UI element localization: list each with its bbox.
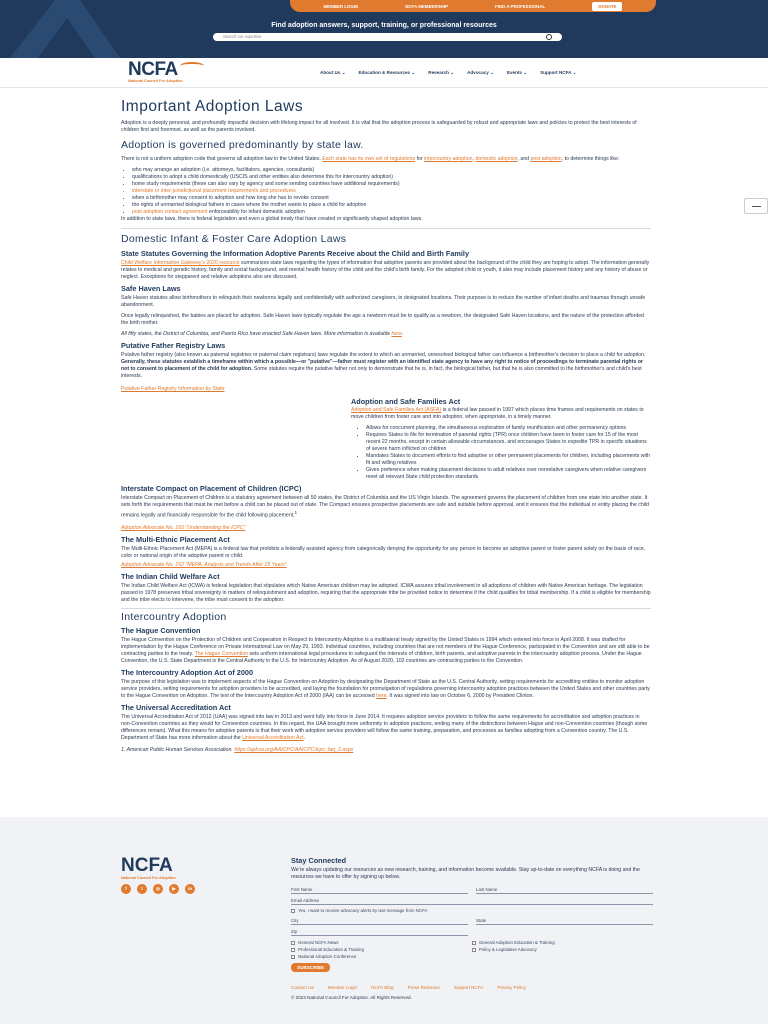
footer-link-blog[interactable]: NCFA Blog [371,985,394,990]
state-field[interactable]: State [476,916,653,925]
mepa-heading: The Multi-Ethnic Placement Act [121,534,230,544]
text-span: for [415,156,425,162]
footer-link-member-login[interactable]: Member Login [327,985,358,990]
list-item: • who may arrange an adoption (i.e. attorneys, facilitators, agencies, consultants) [132,167,651,174]
icpc-paragraph [121,495,651,520]
checkbox-label: General Adoption Education & Training [479,940,555,945]
checkbox-label: General NCFA News [298,940,339,945]
text-span: , to determine things like: [561,156,620,162]
uaa-paragraph: The Universal Accreditation Act of 2012 (UAA) was signed into law in 2013 and went fully into force in June 2014. It requires adoption service providers to follow the same requirements for accreditation and adoption practices in non-Convention countries as they would for Convention countries. In this regard, the UAA brought more uniformity to adoption practices, ending many of the distinctions between Hague and non-Convention countries (though some differences remain). What this means for adoptive parents is that their work with adoption service providers will follow the same training, preparation, and processes as families adopting from a Convention country. The U.S. Department of State has more information about the Universal Accreditation Act. [121,713,648,741]
checkbox-icon[interactable] [291,955,295,959]
top-banner [0,0,768,58]
mepa-paragraph: The Multi-Ethnic Placement Act (MEPA) is a federal law that prohibits a federally assisted agency from categorically denying the opportunity for any person to become an adoptive parent or foster parent solely on the basis of race, color or national origin of the adoptive parent or child. [121,545,646,559]
intercountry-adoption-link[interactable]: intercountry adoption [424,156,473,162]
footer-link-support[interactable]: Support NCFA [453,985,484,990]
facebook-icon[interactable]: f [121,884,131,894]
nav-events[interactable]: Events ⌄ [506,70,528,75]
logo-text: NCFA [121,855,173,876]
side-toggle-button[interactable] [744,198,768,214]
divider [121,608,651,609]
find-answers-text: Find adoption answers, support, training, or professional resources [271,22,497,29]
text-span: . It was signed into law on October 6, 2000 by President Clinton. [386,692,534,699]
intercountry-heading: Intercountry Adoption [121,610,227,623]
safe-haven-heading: Safe Haven Laws [121,284,181,293]
decorative-a-shape [0,0,140,58]
safe-haven-p2: Once legally relinquished, the babies are placed for adoption. Safe Haven laws typically regulate the age a newborn must be to qualify as a newborn, the designated Safe Haven locations, and the nature of the protection afforded the birth mother. [121,313,645,326]
search-input[interactable] [213,33,562,41]
city-field[interactable]: City [291,916,468,925]
footnote-link[interactable]: https://aphsa.org/AAICPC/AAICPC/icpc_faq_2.aspx [234,746,354,753]
logo-subtitle: National Council For Adoption [128,79,183,83]
checkbox-label: National Adoption Conference [298,954,357,959]
state-after-paragraph: In addition to state laws, there is federal legislation and even a global treaty that have created or significantly shaped adoption laws. [121,216,423,222]
nav-education-resources[interactable]: Education & Resources ⌄ [358,70,416,75]
footnote-ref[interactable]: 1 [294,510,298,515]
ncfa-logo[interactable] [128,60,183,84]
domestic-adoption-link[interactable]: domestic adoption [475,156,518,162]
list-item: • the rights of unmarried biological fathers in cases where the mother wants to place a child for adoption [132,202,651,209]
checkbox-icon[interactable] [472,948,476,952]
text-span: All fifty states, the District of Columbia, and Puerto Rico have enacted Safe Haven laws. More information is available [121,331,392,337]
sms-label: Yes, I want to receive advocacy alerts by text message from NCFA [298,908,428,913]
state-regulations-link[interactable]: Each state has its own set of regulations [322,156,416,162]
mepa-advocate-link[interactable]: Adoption Advocate No. 162 "MEPA: Analysis and Trends After 25 Years" [121,561,287,568]
footer-link-privacy[interactable]: Privacy Policy [497,985,526,990]
hague-convention-link[interactable]: The Hague Convention [194,650,248,657]
menu-line-icon [752,206,761,207]
stay-connected [291,856,653,881]
text-span: , and [517,156,531,162]
gateway-resource-link[interactable]: Child Welfare Information Gateway's 2020 resource [121,260,240,266]
utility-links [290,0,656,12]
icwa-paragraph: The Indian Child Welfare Act (ICWA) is federal legislation that stipulates which Native American children may be adopted. ICWA assures tribal involvement in all adoptions of children with Native American heritage. The legislation passed in 1978 preserves tribal sovereignty in matters of relinquishment and adoption, requiring that the appropriate tribe be provided notice to determine if the child qualifies for tribal membership. If a child is eligible for membership and the tribe elects to intervene, the tribe must consent to the adoption. [121,582,651,603]
statutes-heading: State Statutes Governing the Information Adoptive Parents Receive about the Child and Birth Family [121,249,470,258]
checkbox-icon[interactable] [291,948,295,952]
text-span: enforceability for infant domestic adoption [207,209,305,215]
checkbox-label: Professional Education & Training [298,947,364,952]
general-news-checkbox[interactable] [291,939,472,946]
text-span: summarizes state laws regarding the types of information that adoptive parents are provided about the background of the child they are hoping to adopt. The information generally relates to medical and genetic history, family and social background, and mental health history of the child and the child's birth family. For the adopted child or youth, it also may include placement history and any history of abuse or neglect. Exceptions for stepparent and relative adoptions also are discussed. [121,260,650,280]
nav-about-us[interactable]: About Us ⌄ [320,70,346,75]
list-item: • when a birthmother may consent to adoption and how long she has to revoke consent [132,195,651,202]
footnote [121,747,651,754]
divider [121,228,651,229]
checkbox-icon[interactable] [472,941,476,945]
ncfa-membership-link[interactable]: NCFA MEMBERSHIP [405,3,448,9]
policy-advocacy-checkbox[interactable] [472,946,653,953]
find-professional-link[interactable]: FIND A PROFESSIONAL [495,3,546,9]
signup-form [291,885,653,972]
state-law-paragraph [121,156,651,163]
putative-father-paragraph [121,352,651,380]
sms-checkbox[interactable] [291,907,653,914]
nav-research[interactable]: Research ⌄ [428,70,455,75]
interest-checkboxes [291,939,653,960]
search-placeholder: Search our expertise [223,34,262,39]
logo-text: NCFA [128,59,178,80]
zip-field[interactable]: Zip [291,927,468,936]
main-nav [320,69,576,76]
post-adoption-link[interactable]: post adoption [530,156,562,162]
statutes-paragraph [121,260,651,281]
footer-links [291,984,526,991]
icpc-link-row [121,525,651,532]
list-item: • Requires States to file for termination of parental rights (TPR) once children have been in foster care for 15 of the most recent 22 months, except in certain allowable circumstances, and encourages States to expedite TPR in specific situations of severe harm inflicted on children [366,432,651,453]
text-span: The purpose of this legislation was to implement aspects of the Hague Convention on Adoption by designating the Department of State as the U.S. Central Authority, setting requirements for accrediting entities to monitor adoption service providers, setting requirements for adoption providers to be accredited, and laying the foundation for promulgation of regulations governing intercountry adoption practices between the United States and other countries party to the Hague Convention on Adoption. The text of the Intercountry Adoption Act of 2000 (IAA) can be accessed [121,678,650,699]
state-law-heading: Adoption is governed predominantly by state law. [121,139,364,151]
asfa-block [351,397,651,481]
donate-button[interactable]: DONATE [592,2,622,11]
text-span: Interstate Compact on Placement of Children is a statutory agreement between all 50 states, the District of Columbia and the US Virgin Islands. The agreement governs the placement of children from one state into another state. It sets forth the requirements that must be met before a child can be placed out of state. The Compact ensures prospective placements are safe and suitable before approval, and it ensures that the individual or entity placing the child remains legally and financially responsible for the child following placement. [121,495,649,519]
footer-logo[interactable] [121,856,176,882]
social-links [121,884,195,894]
checkbox-icon[interactable] [291,941,295,945]
text-span: The Hague Convention on the Protection of Children and Cooperation in Respect to Intercountry Adoption is a multilateral treaty signed by the United States in 1994 which entered into force in April 2008. It was drafted for implementation by the Hague Conference on Private International Law on May 29, 1993. Individual countries, including countries that are not members of the Hague Conference, participated in the Convention and are still able to be contracting parties to the treaty. [121,636,650,657]
text-span: is a federal law passed in 1997 which places time frames and requirements on states to move children from foster care and into adoption, when appropriate, in a timely manner. [351,407,644,420]
list-item: • Allows for concurrent planning, the simultaneous exploration of family reunification and other permanency options [366,425,651,432]
icwa-heading: The Indian Child Welfare Act [121,571,220,581]
nav-advocacy[interactable]: Advocacy ⌄ [467,70,494,75]
safe-haven-p1: Safe Haven statutes allow birthmothers to relinquish their newborns legally and confidentially with authorized caregivers, in designated locations. Their purpose is to reduce the number of infant deaths and traumas through unsafe abandonment. [121,295,646,308]
hague-heading: The Hague Convention [121,625,201,635]
iaa-heading: The Intercountry Adoption Act of 2000 [121,667,254,677]
putative-father-heading: Putative Father Registry Laws [121,341,226,350]
checkbox-label: Policy & Legislative Advocacy [479,947,537,952]
stay-connected-text: We're always updating our resources as new research, training, and information become available. Stay up-to-date on everything NCFA is doing and the resources we have to offer by signing up below. [291,867,640,880]
list-item[interactable]: • interstate or inter-jurisdictional placement requirements and procedures [132,188,651,195]
uaa-heading: The Universal Accreditation Act [121,702,231,712]
text-span-bold: Generally, these statutes establish a timeframe within which a possible—or "putative"—father must register with an identified state agency to have any right to notice of proceedings to terminate parental rights or not to consent to placement of the child for adoption. [121,359,643,372]
uaa-link[interactable]: Universal Accreditation Act [242,734,304,741]
safe-haven-p3: All fifty states, the District of Columbia, and Puerto Rico have enacted Safe Haven laws. More information is available here. [121,331,404,337]
checkbox-icon[interactable] [291,909,295,913]
mepa-link-row [121,562,651,569]
asfa-list [351,425,651,481]
asfa-heading: Adoption and Safe Families Act [351,397,461,406]
copyright: © 2023 National Council For Adoption. All Rights Reserved. [291,995,412,1000]
last-name-field[interactable]: Last Name [476,885,653,894]
linkedin-icon[interactable]: in [185,884,195,894]
icpc-advocate-link[interactable]: Adoption Advocate No. 165 "Understanding the ICPC" [121,524,246,531]
list-item: • qualifications to adopt a child domestically (USCIS and other entities also determine this for intercountry adoption) [132,174,651,181]
putative-father-registry-link[interactable]: Putative Father Registry Information by State [121,386,225,392]
iaa-paragraph [121,679,651,700]
national-conference-checkbox[interactable] [291,953,472,960]
putative-father-link-row [121,386,651,393]
instagram-icon[interactable]: ◎ [153,884,163,894]
nav-support-ncfa[interactable]: Support NCFA ⌄ [540,70,577,75]
email-field[interactable]: Email Address [291,896,653,905]
member-login-link[interactable]: MEMBER LOGIN [323,3,359,9]
domestic-heading: Domestic Infant & Foster Care Adoption Laws [121,233,347,245]
youtube-icon[interactable]: ▶ [169,884,179,894]
footer-link-contact[interactable]: Contact Us [291,985,314,990]
logo-subtitle: National Council For Adoption [121,876,176,880]
list-item: • Mandates States to document efforts to find adoptive or other permanent placements for children, including placements with fit and willing relatives [366,453,651,467]
footer-link-press[interactable]: Press Releases [407,985,440,990]
subscribe-button[interactable]: SUBSCRIBE [291,963,330,972]
state-law-list [121,167,651,216]
twitter-icon[interactable]: t [137,884,147,894]
hague-paragraph [121,637,651,665]
list-item [132,209,651,216]
text-span: , [472,156,476,162]
list-item: • Gives preference when making placement decisions to adult relatives over nonrelative caregivers when relative caregivers meet all relevant State child protection standards [366,467,651,481]
asfa-link[interactable]: Adoption and Safe Families Act (ASFA) [351,407,442,413]
iaa-here-link[interactable]: here [376,692,387,699]
text-span: There is not a uniform adoption code that governs all adoption law in the United States. [121,156,323,162]
main-content [121,98,651,754]
text-span: The Universal Accreditation Act of 2012 (UAA) was signed into law in 2013 and went fully into force in June 2014. It requires adoption service providers to follow the same requirements for accreditation and adoption practices in non-Convention countries as they would for Convention countries. In this regard, the UAA brought more uniformity to adoption practices, ending many of the distinctions between Hague and non-Convention countries (though some differences remain). What this means for adoptive parents is that their work with adoption service providers will follow the same training, preparation, and processes as families adopting from a Convention country. The U.S. Department of State has more information about the [121,713,648,741]
icpc-heading: Interstate Compact on Placement of Children (ICPC) [121,484,302,493]
general-education-checkbox[interactable] [472,939,653,946]
professional-education-checkbox[interactable] [291,946,472,953]
asfa-paragraph [351,407,651,421]
contact-agreement-link[interactable]: post adoption contact agreement [132,209,208,215]
stay-connected-heading: Stay Connected [291,856,347,865]
text-span: 1. American Public Human Services Association. [121,746,235,753]
text-span: sets uniform international legal procedures to safeguard the interests of children, birth parents, and adoptive parents in the intercountry adoption process. Under the Hague Convention, the U.S. State Department is the Central Authority in the U.S. for Intercountry Adoption. As of August 2020, 102 countries are contracting parties to the Convention. [121,650,642,664]
safe-haven-here-link[interactable]: here [391,331,402,337]
text-span: Putative father registry (also known as paternal registries or paternal claim registrars) laws regulate the extent to which an unmarried, unresolved biological father can influence a birthmother's decision to place a child for adoption. [121,352,646,358]
text-span: Some statutes require the putative father not only to demonstrate that he is, in fact, the biological father, but that he is also committed to the birthmother's and child's best interests. [121,366,642,379]
list-item: • home study requirements (these can also vary by agency and some sending countries have additional requirements) [132,181,651,188]
search-icon[interactable] [546,34,552,40]
logo-swoosh-icon [180,62,204,70]
page-title: Important Adoption Laws [121,98,304,115]
intro-paragraph: Adoption is a deeply personal, and profoundly impactful decision with lifelong impact for all involved. It is vital that the adoption process is safeguarded by robust and appropriate laws and policies to protect the best interests of children first and foremost, as well as the parents involved. [121,120,637,133]
first-name-field[interactable]: First Name [291,885,468,894]
